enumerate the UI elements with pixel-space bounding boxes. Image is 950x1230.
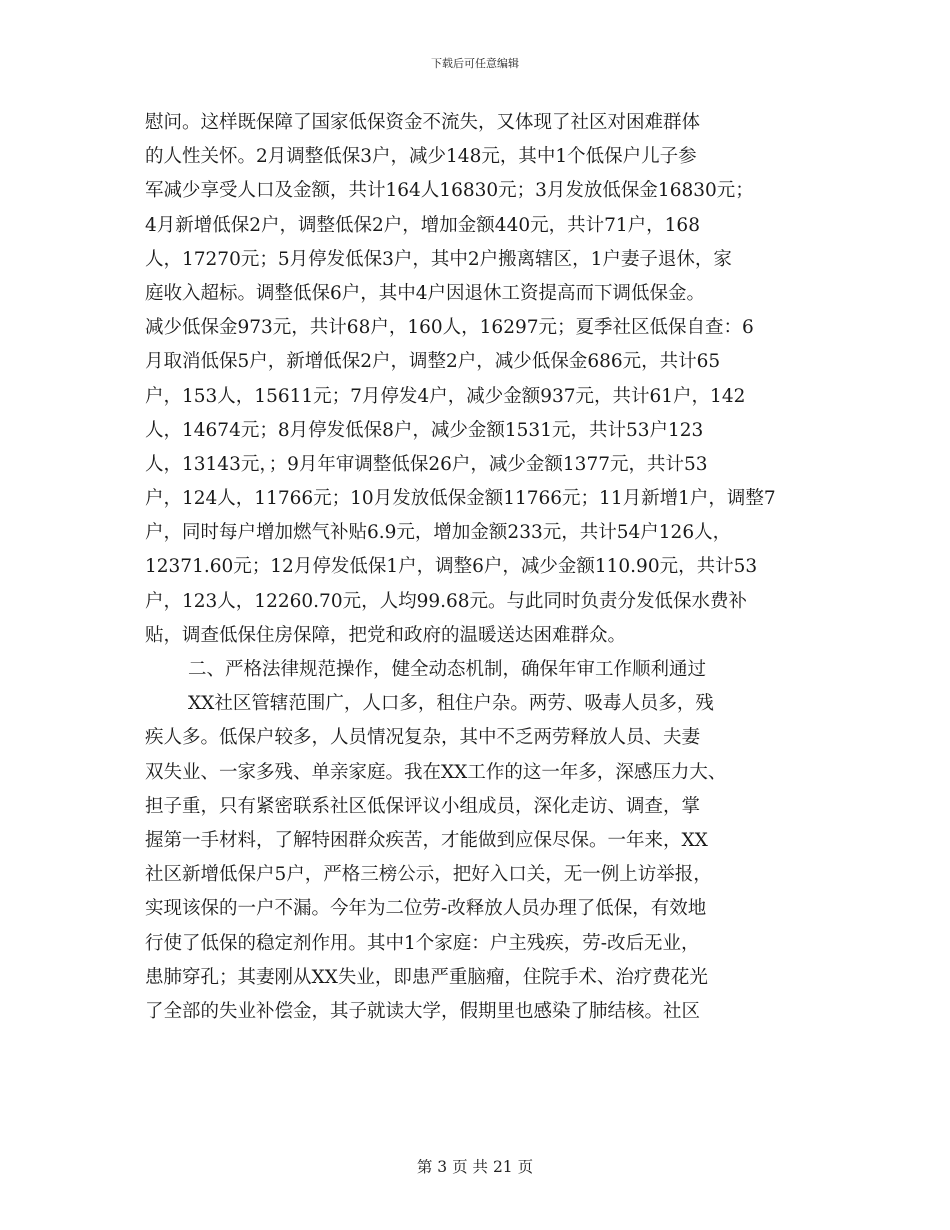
text-line: 实现该保的一户不漏。今年为二位劳-改释放人员办理了低保，有效地: [145, 898, 707, 920]
text-line: 户，123人，12260.70元，人均99.68元。与此同时负责分发低保水费补: [145, 590, 748, 612]
text-line: 户，同时每户增加燃气补贴6.9元，增加金额233元，共计54户126人，: [145, 522, 732, 544]
text-line: 户，124人，11766元；10月发放低保金额11766元；11月新增1户，调整7: [145, 488, 776, 510]
text-line: 慰问。这样既保障了国家低保资金不流失，又体现了社区对困难群体: [145, 112, 701, 133]
text-line: 4月新增低保2户，调整低保2户，增加金额440元，共计71户，168: [145, 214, 700, 236]
text-line: 庭收入超标。调整低保6户，其中4户因退休工资提高而下调低保金。: [145, 282, 706, 304]
text-line: 12371.60元；12月停发低保1户，调整6户，减少金额110.90元，共计53: [145, 556, 758, 578]
text-line: 社区新增低保户5户，严格三榜公示，把好入口关，无一例上访举报，: [145, 864, 712, 886]
text-line: 军减少享受人口及金额，共计164人16830元；3月发放低保金16830元；: [145, 180, 754, 202]
text-line: 患肺穿孔；其妻刚从XX失业，即患严重脑瘤，住院手术、治疗费花光: [145, 966, 708, 988]
text-line: 握第一手材料，了解特困群众疾苦，才能做到应保尽保。一年来，XX: [145, 829, 708, 851]
text-line: 双失业、一家多残、单亲家庭。我在XX工作的这一年多，深感压力大、: [145, 761, 727, 783]
document-body: [145, 106, 813, 1029]
text-line: 人，13143元，；9月年审调整低保26户，减少金额1377元，共计53: [145, 453, 708, 475]
text-line: 人，17270元；5月停发低保3户，其中2户搬离辖区，1户妻子退休，家: [145, 248, 732, 270]
text-line: 户，153人，15611元；7月停发4户，减少金额937元，共计61户，142: [145, 385, 746, 407]
page-number-footer: 第 3 页 共 21 页: [416, 1158, 534, 1176]
section-heading: 二、严格法律规范操作，健全动态机制，确保年审工作顺利通过: [188, 659, 707, 680]
text-line: 疾人多。低保户较多，人员情况复杂，其中不乏两劳释放人员、夫妻: [145, 727, 701, 749]
text-line: 人，14674元；8月停发低保8户，减少金额1531元，共计53户123: [145, 419, 704, 441]
text-line: XX社区管辖范围广，人口多，租住户杂。两劳、吸毒人员多，残: [188, 693, 714, 715]
page-header: 下载后可任意编辑: [431, 57, 519, 70]
text-line: 担子重，只有紧密联系社区低保评议小组成员，深化走访、调查，掌: [145, 795, 701, 817]
text-line: 贴，调查低保住房保障，把党和政府的温暖送达困难群众。: [145, 624, 627, 646]
text-line: 行使了低保的稳定剂作用。其中1个家庭：户主残疾，劳-改后无业，: [145, 932, 700, 954]
text-line: 月取消低保5户，新增低保2户，调整2户，减少低保金686元，共计65: [145, 351, 721, 373]
text-line: 减少低保金973元，共计68户，160人，16297元；夏季社区低保自查：6: [145, 317, 754, 339]
text-line: 了全部的失业补偿金，其子就读大学，假期里也感染了肺结核。社区: [145, 1000, 701, 1022]
text-line: 的人性关怀。2月调整低保3户，减少148元，其中1个低保户儿子参: [145, 146, 697, 168]
